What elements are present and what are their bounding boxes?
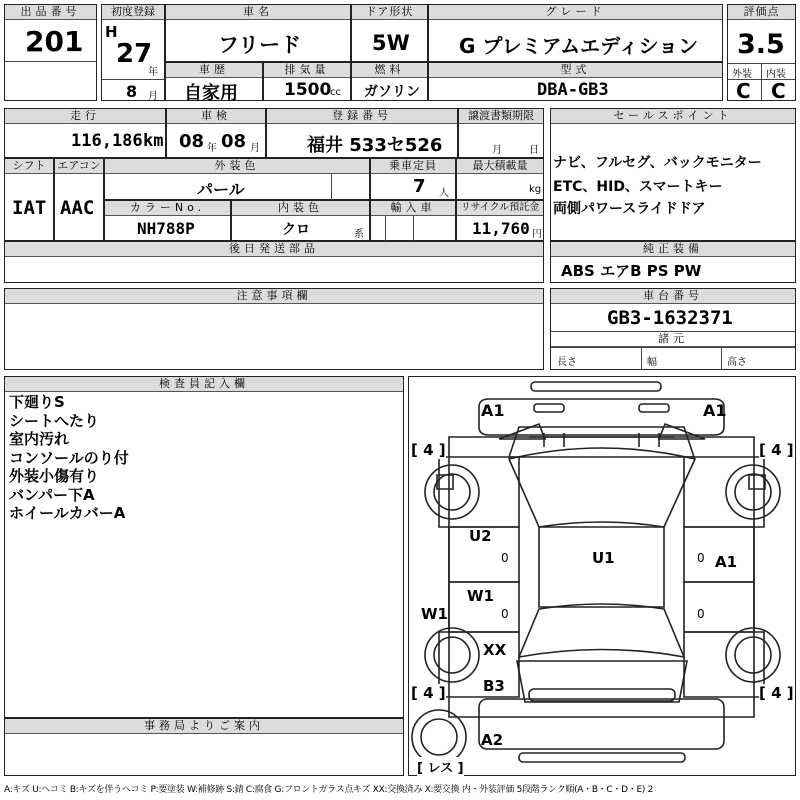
note-6: バンパー下A: [9, 485, 95, 504]
recycle-unit: 円: [532, 229, 542, 240]
mark-tire-fr: [ 4 ]: [759, 441, 794, 459]
mark-zero-3: 0: [501, 607, 509, 621]
lot-number: 201: [25, 25, 84, 58]
mark-spare: [ レス ]: [417, 757, 464, 776]
mark-u1: U1: [592, 549, 615, 567]
chassis-label: 車台番号: [551, 289, 795, 304]
import-label: 輸入車: [371, 201, 455, 216]
note-1: 下廻りS: [9, 393, 65, 411]
delivery-month-unit: 月: [492, 145, 502, 156]
mark-zero-4: 0: [697, 607, 705, 621]
shift-label: シフト: [5, 159, 53, 174]
displacement-label: 排気量: [264, 63, 350, 78]
caution-label: 注意事項欄: [5, 289, 543, 304]
chassis-value: GB3-1632371: [607, 307, 733, 329]
inspection-month-unit: 月: [250, 143, 260, 154]
inspection-box: [166, 108, 266, 158]
mark-zero-2: 0: [697, 551, 705, 565]
lot-label: 出品番号: [5, 5, 96, 20]
capacity-box: [370, 158, 456, 200]
capacity-label: 乗車定員: [371, 159, 455, 174]
first-reg-month-unit: 月: [148, 91, 158, 102]
car-name-value: フリード: [218, 33, 302, 57]
note-5: 外装小傷有り: [9, 467, 100, 485]
note-3: 室内汚れ: [9, 430, 70, 448]
legend: A:キズ U:ヘコミ B:キズを伴うヘコミ P:要塗装 W:補修跡 S:錆 C:腐食 G:フロントガラス点キズ XX:交換済み X:要交換 内・外装評価 5段階ランク順(A・B・C・D・E) 2: [4, 785, 654, 795]
mark-xx: XX: [483, 641, 507, 659]
recycle-label: リサイクル預託金: [457, 201, 543, 216]
score-ext-label: 外装: [732, 69, 752, 80]
grade-value: G プレミアムエディション: [459, 34, 699, 58]
lot-box: [4, 4, 97, 101]
later-parts-label: 後日発送部品: [5, 242, 543, 257]
door-box: [351, 4, 428, 62]
color-no-value: NH788P: [137, 219, 195, 238]
ext-color-value: パール: [197, 180, 245, 199]
car-outline-drawing: [409, 377, 795, 775]
mark-tire-rl: [ 4 ]: [411, 684, 446, 702]
shift-box: [4, 158, 54, 241]
grade-label: グレード: [429, 5, 722, 20]
model-value: DBA-GB3: [537, 80, 609, 100]
sales-points-label: セールスポイント: [551, 109, 795, 124]
displacement-box: [263, 62, 351, 101]
later-parts-box: [4, 241, 544, 283]
score-value: 3.5: [737, 29, 785, 60]
office-label: 事務局よりご案内: [5, 719, 403, 734]
first-reg-era: H: [105, 23, 118, 41]
mark-w1-side: W1: [421, 605, 448, 623]
history-label: 車歴: [166, 63, 262, 78]
office-box: [4, 718, 404, 776]
mark-b3: B3: [483, 677, 505, 695]
mark-a2: A2: [481, 731, 504, 749]
sales-point-3: 両側パワースライドドア: [553, 201, 706, 217]
mark-tire-fl: [ 4 ]: [411, 441, 446, 459]
note-2: シートへたり: [9, 411, 100, 430]
max-load-unit: kg: [529, 184, 542, 195]
grade-box: [428, 4, 723, 62]
first-reg-label: 初度登録: [102, 5, 164, 20]
fuel-box: [351, 62, 428, 101]
specs-label: 諸元: [551, 332, 795, 347]
first-reg-month: 8: [126, 82, 138, 101]
aircon-label: エアコン: [55, 159, 103, 174]
equipment-value: ABS エアB PS PW: [561, 262, 702, 280]
mileage-box: [4, 108, 166, 158]
door-label: ドア形状: [352, 5, 427, 20]
fuel-value: ガソリン: [364, 84, 420, 100]
plate-label: 登録番号: [267, 109, 457, 124]
delivery-label: 譲渡書類期限: [459, 109, 543, 124]
ext-color-box: [104, 158, 370, 200]
model-box: [428, 62, 723, 101]
fuel-label: 燃料: [352, 63, 427, 78]
inspection-year-unit: 年: [207, 143, 217, 154]
note-4: コンソールのり付: [9, 448, 129, 467]
spec-length: 長さ: [557, 357, 577, 368]
mileage-value: 116,186: [71, 131, 143, 151]
int-color-value: クロ: [282, 222, 310, 238]
mark-zero-1: 0: [501, 551, 509, 565]
capacity-value: 7: [413, 176, 426, 197]
spec-height: 高さ: [727, 357, 747, 368]
score-int-label: 内装: [766, 69, 786, 80]
aircon-box: [54, 158, 104, 241]
inspector-label: 検査員記入欄: [5, 377, 403, 392]
equipment-label: 純正装備: [551, 242, 795, 257]
int-color-label: 内装色: [232, 201, 369, 216]
caution-box: [4, 288, 544, 370]
door-value: 5W: [372, 31, 410, 55]
inspection-label: 車検: [167, 109, 265, 124]
capacity-unit: 人: [439, 188, 449, 199]
max-load-box: [456, 158, 544, 200]
score-box: [727, 4, 796, 101]
car-diagram: [408, 376, 796, 776]
mileage-unit: km: [143, 131, 164, 151]
mark-a1-side: A1: [715, 553, 738, 571]
mileage-label: 走行: [5, 109, 165, 124]
recycle-value: 11,760: [472, 219, 530, 238]
inspection-month: 08: [221, 131, 247, 152]
mark-w1-door: W1: [467, 587, 494, 605]
mark-a1-left: A1: [481, 401, 505, 420]
car-name-box: [165, 4, 351, 62]
note-7: ホイールカバーA: [9, 504, 126, 522]
displacement-unit: cc: [330, 87, 341, 98]
history-value: 自家用: [184, 83, 238, 104]
ext-color-label: 外装色: [105, 159, 369, 174]
equipment-box: [550, 241, 796, 283]
score-ext: C: [736, 79, 751, 103]
displacement-value: 1500: [284, 80, 332, 100]
first-reg-year-unit: 年: [148, 67, 158, 78]
history-box: [165, 62, 263, 104]
sales-points-box: [550, 108, 796, 241]
color-no-label: カラーNo.: [105, 201, 230, 216]
first-reg-box: [101, 4, 165, 101]
score-label: 評価点: [728, 5, 795, 20]
recycle-box: [456, 200, 544, 241]
mark-tire-rr: [ 4 ]: [759, 684, 794, 702]
delivery-day-unit: 日: [529, 145, 539, 156]
shift-value: IAT: [12, 197, 47, 219]
model-label: 型式: [429, 63, 722, 78]
first-reg-year: 27: [116, 39, 153, 69]
sales-point-1: ナビ、フルセグ、バックモニター: [553, 155, 762, 171]
int-color-unit: 系: [354, 229, 364, 240]
mark-u2: U2: [469, 527, 492, 545]
max-load-label: 最大積載量: [457, 159, 543, 174]
spec-width: 幅: [647, 357, 657, 368]
mark-a1-right: A1: [703, 401, 727, 420]
inspector-box: [4, 376, 404, 718]
sales-point-2: ETC、HID、スマートキー: [553, 179, 723, 195]
car-name-label: 車名: [166, 5, 350, 20]
plate-value: 福井 533セ526: [307, 135, 443, 156]
delivery-box: [458, 108, 544, 158]
chassis-box: [550, 288, 796, 370]
plate-box: [266, 108, 458, 158]
import-box: [370, 200, 456, 241]
int-color-box: [231, 200, 370, 241]
score-int: C: [771, 79, 786, 103]
inspection-year: 08: [179, 131, 205, 152]
aircon-value: AAC: [60, 197, 95, 219]
color-no-box: [104, 200, 231, 241]
inspector-notes: [9, 393, 129, 523]
